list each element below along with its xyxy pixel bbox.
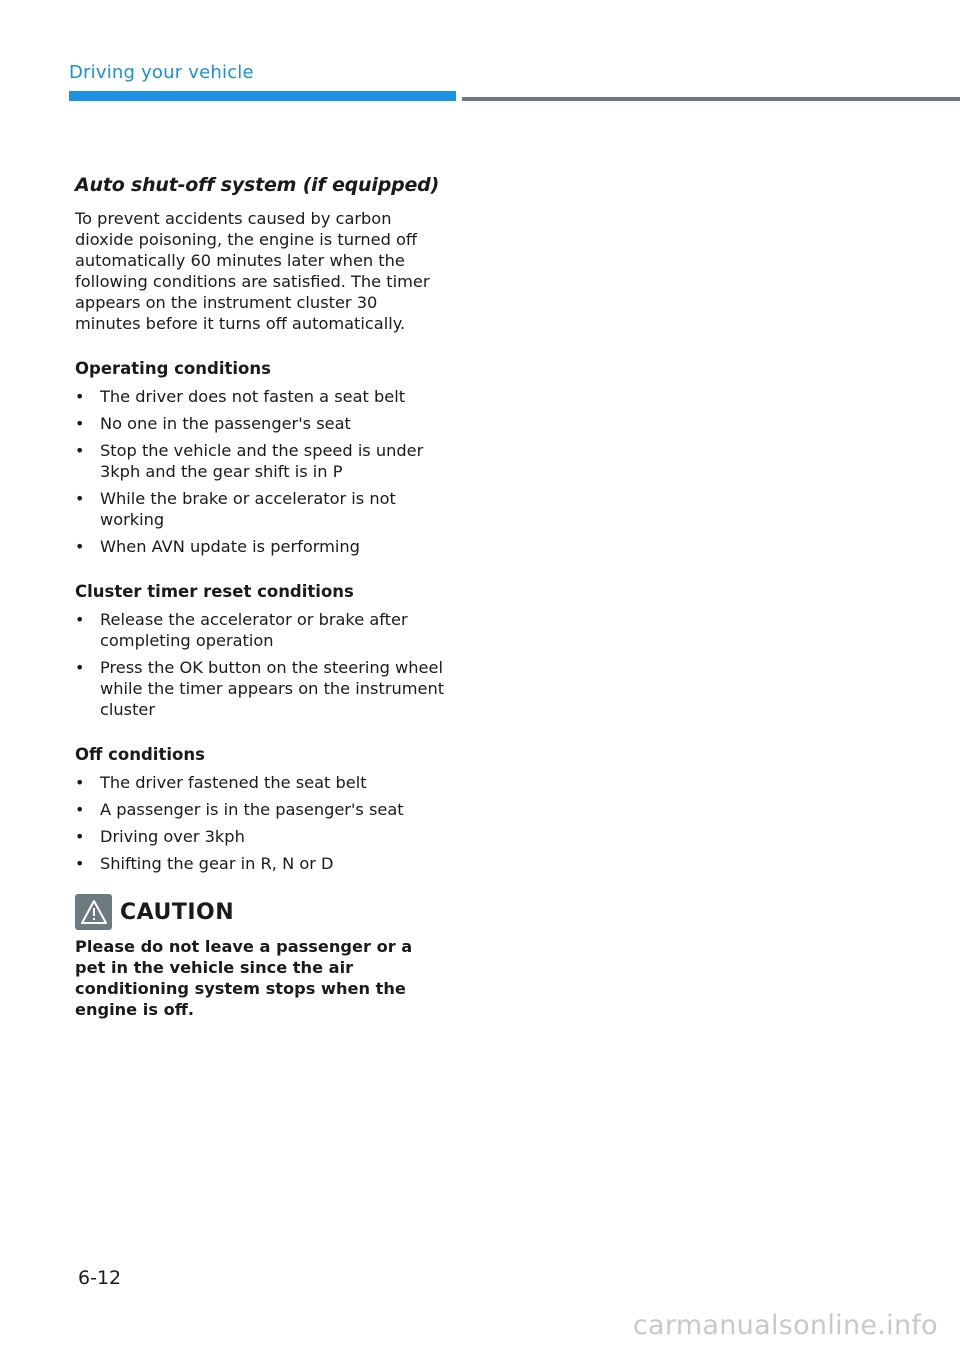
list-item: • Shifting the gear in R, N or D bbox=[75, 854, 334, 873]
list-item: • While the brake or accelerator is not working bbox=[75, 489, 396, 529]
list-item: • Stop the vehicle and the speed is under 3kph and the gear shift is in P bbox=[75, 441, 424, 481]
section-title: Auto shut-off system (if equipped) bbox=[75, 174, 440, 196]
caution-header bbox=[75, 894, 447, 930]
list-item: • No one in the passenger's seat bbox=[75, 414, 351, 433]
operating-conditions-title: Operating conditions bbox=[75, 359, 271, 378]
list-item: • When AVN update is performing bbox=[75, 537, 360, 556]
list-item: • Release the accelerator or brake after completing operation bbox=[75, 610, 408, 650]
reset-conditions-list bbox=[75, 609, 447, 720]
bullet-icon: • bbox=[75, 610, 85, 629]
bullet-icon: • bbox=[75, 854, 85, 873]
list-item: • Press the OK button on the steering wheel while the timer appears on the instrument cluster bbox=[75, 658, 445, 719]
reset-conditions bbox=[75, 581, 447, 720]
list-item: • Driving over 3kph bbox=[75, 827, 245, 846]
bullet-icon: • bbox=[75, 658, 85, 677]
bullet-icon: • bbox=[75, 441, 85, 460]
chapter-title: Driving your vehicle bbox=[69, 62, 254, 83]
bullet-icon: • bbox=[75, 827, 85, 846]
operating-conditions bbox=[75, 358, 447, 557]
watermark: carmanualsonline.info bbox=[632, 1310, 938, 1341]
bullet-icon: • bbox=[75, 414, 85, 433]
main-content bbox=[75, 174, 447, 1020]
intro-paragraph: To prevent accidents caused by carbon dioxide poisoning, the engine is turned off automatically 60 minutes later when the following conditions are satisfied. The timer appears on the instrument cluster 30 minutes before it turns off automatically. bbox=[75, 209, 430, 333]
list-item: • The driver does not fasten a seat belt bbox=[75, 387, 406, 406]
list-item: • The driver fastened the seat belt bbox=[75, 773, 367, 792]
reset-conditions-title: Cluster timer reset conditions bbox=[75, 582, 354, 601]
bullet-icon: • bbox=[75, 773, 85, 792]
caution-text: Please do not leave a passenger or a pet in the vehicle since the air conditioning system stops when the engine is off. bbox=[75, 937, 413, 1019]
bullet-icon: • bbox=[75, 800, 85, 819]
operating-conditions-list bbox=[75, 386, 447, 557]
caution-label: CAUTION bbox=[120, 899, 235, 925]
off-conditions-title: Off conditions bbox=[75, 745, 205, 764]
bullet-icon: • bbox=[75, 489, 85, 508]
off-conditions-list bbox=[75, 772, 447, 874]
bullet-icon: • bbox=[75, 537, 85, 556]
bullet-icon: • bbox=[75, 387, 85, 406]
page-number: 6-12 bbox=[78, 1267, 122, 1289]
off-conditions bbox=[75, 744, 447, 874]
header-rule bbox=[462, 97, 960, 101]
warning-triangle-icon bbox=[75, 894, 112, 930]
header-accent-bar bbox=[69, 91, 456, 101]
list-item: • A passenger is in the pasenger's seat bbox=[75, 800, 404, 819]
